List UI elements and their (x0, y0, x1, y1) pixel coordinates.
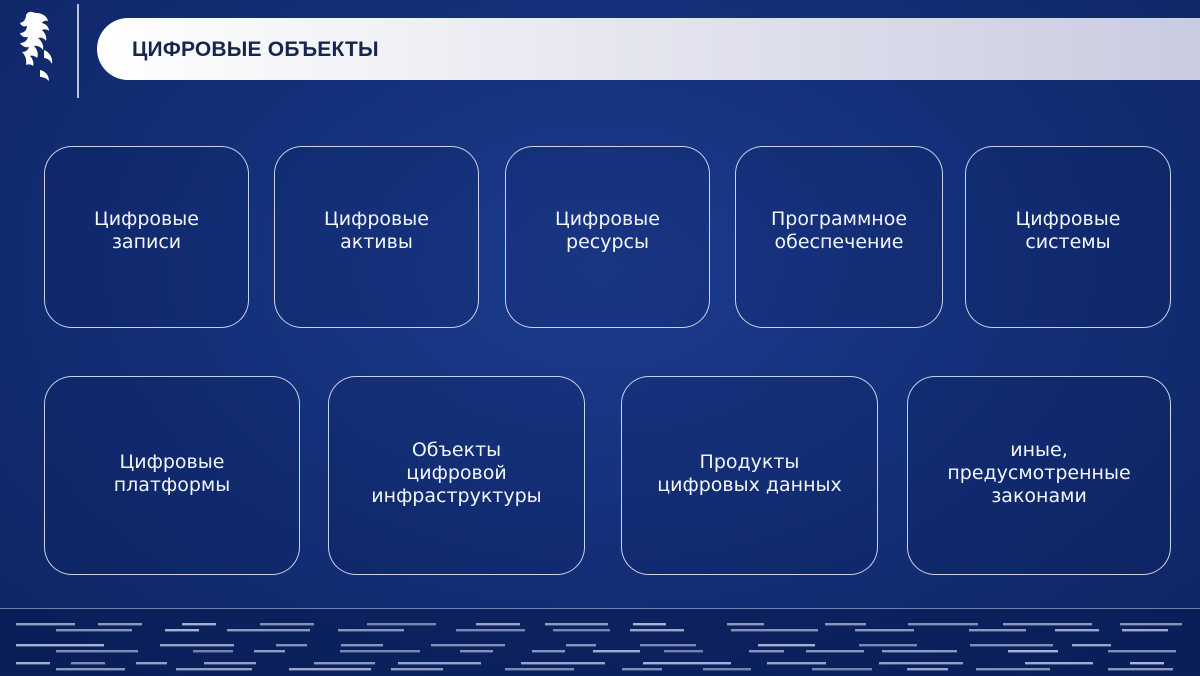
watermark-text-mark (367, 623, 436, 625)
card-software (735, 146, 943, 328)
watermark-text-mark (160, 644, 234, 646)
watermark-text-mark (640, 644, 696, 646)
watermark-text-mark (289, 668, 371, 670)
watermark-text-mark (521, 662, 605, 664)
card-label: Цифровые ресурсы (555, 208, 660, 253)
watermark-text-mark (98, 623, 142, 625)
card-label: Цифровые активы (324, 208, 429, 253)
card-label: Цифровые системы (1015, 208, 1121, 253)
watermark-text-mark (727, 623, 764, 625)
watermark-text-mark (254, 650, 285, 652)
watermark-text-mark (633, 623, 666, 625)
watermark-text-mark (56, 668, 125, 670)
watermark-text-mark (1003, 623, 1092, 625)
watermark-text-pattern (0, 609, 1200, 676)
watermark-text-mark (1072, 644, 1111, 646)
watermark-text-mark (855, 629, 914, 631)
watermark-text-mark (703, 668, 751, 670)
watermark-text-mark (398, 662, 481, 664)
card-digital-data-products (621, 376, 878, 575)
card-digital-resources (505, 146, 710, 328)
watermark-text-mark (969, 629, 1026, 631)
watermark-text-mark (314, 662, 375, 664)
watermark-text-mark (806, 650, 864, 652)
card-label: Продукты цифровых данных (657, 450, 842, 496)
watermark-text-mark (1008, 650, 1058, 652)
watermark-text-mark (825, 623, 866, 625)
watermark-text-mark (907, 668, 948, 670)
header-divider (77, 4, 79, 98)
watermark-text-mark (767, 662, 826, 664)
watermark-text-mark (476, 623, 520, 625)
watermark-text-mark (566, 644, 596, 646)
watermark-text-mark (505, 668, 574, 670)
watermark-text-mark (1025, 662, 1093, 664)
watermark-text-mark (391, 668, 443, 670)
watermark-text-mark (553, 629, 610, 631)
watermark-text-mark (1120, 623, 1182, 625)
watermark-text-mark (812, 668, 872, 670)
card-label: Программное обеспечение (770, 208, 908, 253)
watermark-text-mark (976, 668, 1050, 670)
watermark-text-mark (879, 662, 963, 664)
card-digital-platforms (44, 376, 300, 575)
watermark-text-mark (859, 644, 917, 646)
watermark-text-mark (340, 650, 420, 652)
watermark-text-mark (456, 629, 525, 631)
watermark-text-mark (176, 668, 252, 670)
watermark-text-mark (56, 629, 132, 631)
snow-leopard-emblem-icon (14, 10, 60, 86)
card-digital-systems (965, 146, 1171, 328)
watermark-text-mark (341, 644, 383, 646)
card-label: иные, предусмотренные законами (947, 439, 1131, 507)
watermark-text-mark (970, 644, 1053, 646)
watermark-text-mark (204, 662, 256, 664)
watermark-text-mark (749, 650, 784, 652)
card-digital-records (44, 146, 249, 328)
watermark-text-mark (630, 629, 684, 631)
watermark-text-mark (664, 650, 703, 652)
card-digital-assets (274, 146, 479, 328)
watermark-text-mark (260, 623, 314, 625)
watermark-text-mark (882, 650, 957, 652)
card-other-by-law (907, 376, 1171, 575)
watermark-text-mark (71, 662, 105, 664)
watermark-text-mark (56, 650, 138, 652)
watermark-text-mark (460, 650, 493, 652)
watermark-text-mark (16, 662, 50, 664)
watermark-text-mark (758, 644, 815, 646)
watermark-text-mark (1055, 629, 1099, 631)
watermark-text-mark (431, 644, 505, 646)
watermark-text-mark (1130, 662, 1164, 664)
watermark-text-mark (16, 623, 75, 625)
watermark-text-mark (276, 644, 307, 646)
watermark-text-mark (227, 629, 310, 631)
watermark-text-mark (593, 650, 640, 652)
page-title: ЦИФРОВЫЕ ОБЪЕКТЫ (132, 38, 379, 61)
watermark-text-mark (136, 662, 167, 664)
watermark-text-mark (532, 650, 565, 652)
watermark-text-mark (193, 650, 233, 652)
watermark-text-mark (338, 629, 404, 631)
footer-watermark-strip (0, 608, 1200, 676)
watermark-text-mark (1122, 629, 1168, 631)
watermark-text-mark (1108, 668, 1173, 670)
card-digital-infrastructure (328, 376, 585, 575)
watermark-text-mark (545, 623, 608, 625)
watermark-text-mark (165, 629, 199, 631)
card-label: Цифровые записи (94, 208, 199, 253)
watermark-text-mark (908, 623, 978, 625)
watermark-text-mark (622, 668, 662, 670)
watermark-text-mark (182, 623, 216, 625)
watermark-text-mark (16, 644, 104, 646)
watermark-text-mark (1108, 650, 1176, 652)
card-label: Цифровые платформы (113, 450, 231, 496)
card-label: Объекты цифровой инфраструктуры (371, 439, 542, 507)
watermark-text-mark (643, 662, 731, 664)
watermark-text-mark (731, 629, 818, 631)
